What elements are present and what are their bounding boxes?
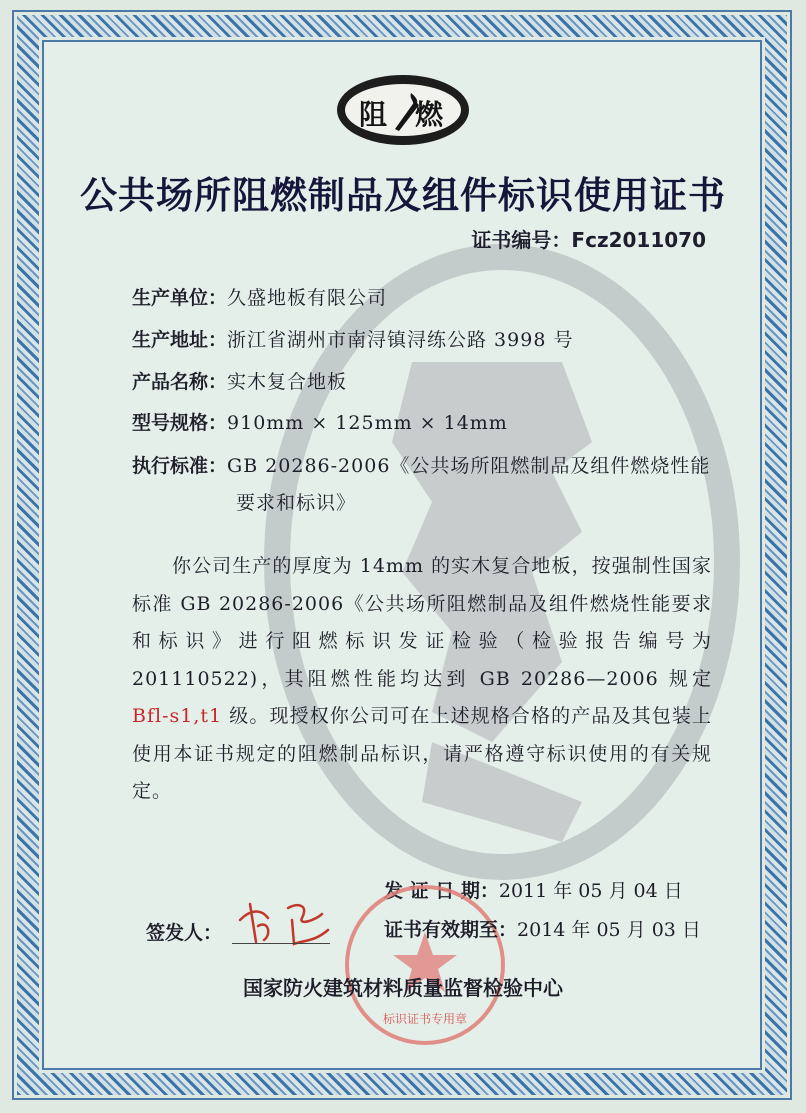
address-value: 浙江省湖州市南浔镇浔练公路 3998 号 xyxy=(227,329,574,351)
certificate-number xyxy=(471,224,706,253)
field-product xyxy=(132,367,347,394)
logo-text-left: 阻 xyxy=(359,98,388,131)
issue-date-value: 2011 年 05 月 04 日 xyxy=(498,880,683,902)
authorization-paragraph xyxy=(132,548,712,811)
standard-value: GB 20286-2006《公共场所阻燃制品及组件燃烧性能 xyxy=(227,455,711,477)
field-standard xyxy=(132,451,710,478)
issue-date-label: 发 证 日 期： xyxy=(384,880,499,902)
field-model xyxy=(132,408,508,435)
expiry-date xyxy=(384,915,701,942)
fire-grade: Bfl-s1,t1 xyxy=(132,705,223,727)
handwritten-signature xyxy=(228,890,348,950)
seal-text: 标识证书专用章 xyxy=(382,1012,467,1026)
address-label: 生产地址： xyxy=(132,329,228,351)
standard-value-continued: 要求和标识》 xyxy=(236,492,357,514)
certificate-title: 公共场所阻燃制品及组件标识使用证书 xyxy=(80,174,726,217)
field-producer xyxy=(132,283,387,310)
expiry-date-value: 2014 年 05 月 03 日 xyxy=(517,919,701,941)
signer-label: 签发人： xyxy=(146,922,223,944)
model-value: 910mm × 125mm × 14mm xyxy=(227,412,508,434)
expiry-date-label: 证书有效期至： xyxy=(384,919,518,941)
producer-value: 久盛地板有限公司 xyxy=(227,287,388,309)
issuing-authority: 国家防火建筑材料质量监督检验中心 xyxy=(243,976,563,1000)
model-label: 型号规格： xyxy=(132,412,228,434)
certificate-number-value: Fcz2011070 xyxy=(571,228,706,252)
paragraph-part-2: 级。现授权你公司可在上述规格合格的产品及其包装上使用本证书规定的阻燃制品标识，请严格遵守标识使用的有关规定。 xyxy=(132,705,712,802)
field-address xyxy=(132,325,573,352)
standard-label: 执行标准： xyxy=(132,455,228,477)
certificate-number-label: 证书编号： xyxy=(471,228,572,252)
paragraph-part-1: 你公司生产的厚度为 14mm 的实木复合地板，按强制性国家标准 GB 20286-2006《公共场所阻燃制品及组件燃烧性能要求和标识》进行阻燃标识发证检验（检验报告编号为 201110522)，其阻燃性能均达到 GB 20286—2006 规定 xyxy=(132,555,712,690)
producer-label: 生产单位： xyxy=(132,287,228,309)
product-value: 实木复合地板 xyxy=(227,371,348,393)
flame-retardant-logo xyxy=(337,75,469,145)
product-label: 产品名称： xyxy=(132,371,228,393)
logo-text-right: 燃 xyxy=(415,98,444,131)
signature-line xyxy=(232,943,330,944)
